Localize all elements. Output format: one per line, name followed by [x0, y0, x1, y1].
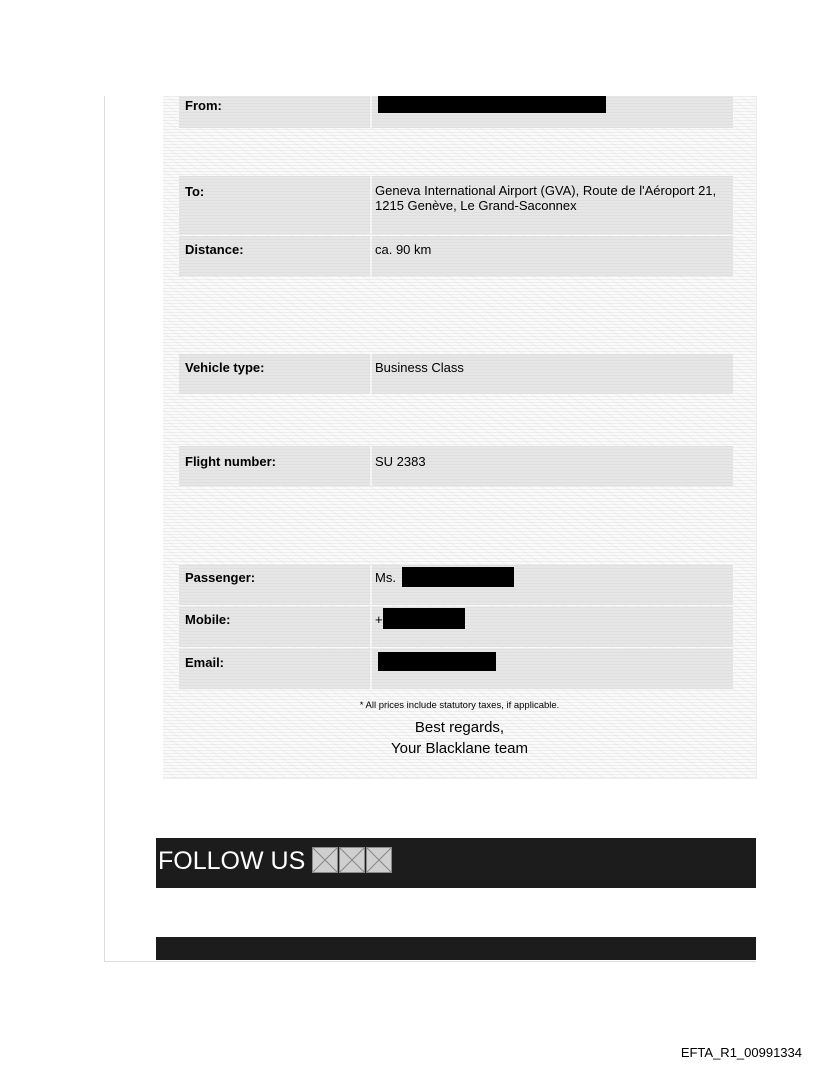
passenger-title: Ms. [375, 570, 396, 585]
footer-bar [156, 937, 756, 960]
broken-image-icon[interactable] [366, 847, 392, 873]
passenger-label: Passenger: [185, 570, 256, 585]
broken-image-icon[interactable] [339, 847, 365, 873]
broken-image-icon[interactable] [312, 847, 338, 873]
from-label: From: [185, 98, 222, 113]
mobile-value [375, 612, 725, 629]
vehicle-row [179, 354, 733, 394]
vehicle-value: Business Class [375, 360, 464, 375]
row-divider [370, 96, 372, 128]
mobile-label: Mobile: [185, 612, 231, 627]
row-divider [370, 565, 372, 605]
bottom-rule [104, 961, 756, 962]
email-label: Email: [185, 655, 225, 670]
distance-label: Distance: [185, 242, 244, 257]
email-redaction [378, 652, 496, 671]
row-divider [370, 236, 372, 276]
to-value: Geneva International Airport (GVA), Route de l'Aéroport 21, 1215 Genève, Le Grand-Saconnex [375, 183, 717, 213]
to-label: To: [185, 184, 205, 199]
flight-value: SU 2383 [375, 454, 426, 469]
mobile-row [179, 607, 733, 647]
flight-row [179, 446, 733, 486]
row-divider [370, 446, 372, 486]
email-row [179, 649, 733, 689]
distance-row [179, 236, 733, 276]
row-divider [370, 607, 372, 647]
follow-us-bar [156, 838, 756, 888]
passenger-value [375, 570, 725, 587]
follow-us-heading: FOLLOW US [158, 847, 306, 875]
left-rule [104, 96, 105, 962]
passenger-row [179, 565, 733, 605]
taxes-note: * All prices include statutory taxes, if applicable. [359, 700, 560, 711]
vehicle-label: Vehicle type: [185, 360, 265, 375]
from-redaction [378, 96, 606, 113]
regards-text: Best regards, [414, 719, 505, 736]
document-id: EFTA_R1_00991334 [680, 1045, 802, 1060]
distance-value: ca. 90 km [375, 242, 432, 257]
row-divider [370, 354, 372, 394]
from-row [179, 96, 733, 128]
flight-label: Flight number: [185, 454, 276, 469]
mobile-prefix: + [375, 612, 383, 627]
team-signature: Your Blacklane team [390, 740, 529, 757]
row-divider [370, 176, 372, 234]
to-row [179, 176, 733, 234]
row-divider [370, 649, 372, 689]
passenger-name-redaction [402, 567, 514, 587]
mobile-redaction [383, 608, 465, 629]
